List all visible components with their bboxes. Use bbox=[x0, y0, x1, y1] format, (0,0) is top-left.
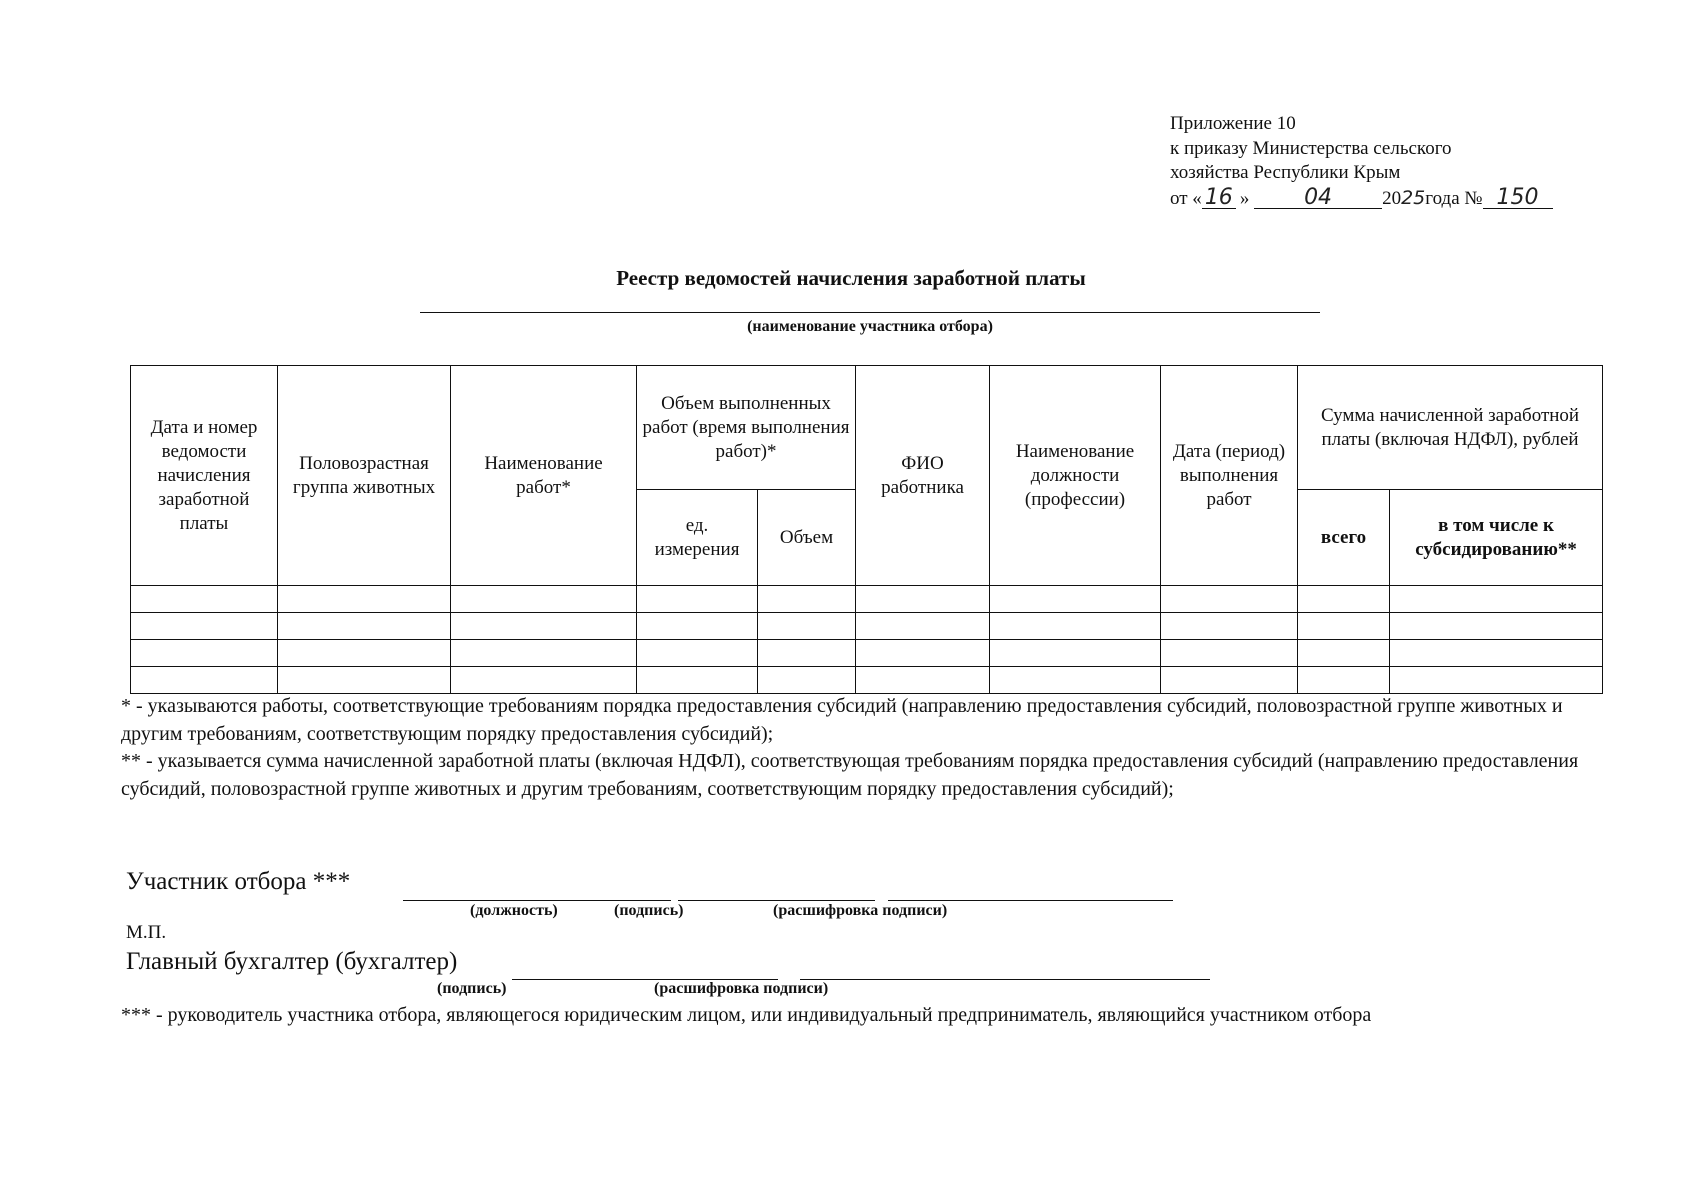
header-date-number: Дата и номер ведомости начисления заработной платы bbox=[131, 366, 278, 586]
table-cell bbox=[278, 586, 451, 613]
table-cell bbox=[451, 586, 637, 613]
table-body bbox=[131, 586, 1603, 694]
table-cell bbox=[856, 613, 990, 640]
table-cell bbox=[278, 667, 451, 694]
table-cell bbox=[451, 667, 637, 694]
table-cell bbox=[1390, 586, 1603, 613]
header-age-group: Половозрастная группа животных bbox=[278, 366, 451, 586]
table-cell bbox=[856, 586, 990, 613]
table-cell bbox=[1298, 667, 1390, 694]
table-cell bbox=[990, 640, 1161, 667]
header-volume-group: Объем выполненных работ (время выполнения работ)* bbox=[637, 366, 856, 490]
table-cell bbox=[856, 667, 990, 694]
caption-decoding-2: (расшифровка подписи) bbox=[654, 980, 829, 997]
caption-decoding: (расшифровка подписи) bbox=[773, 902, 948, 919]
table-cell bbox=[1390, 667, 1603, 694]
header-sum-group: Сумма начисленной заработной платы (включая НДФЛ), рублей bbox=[1298, 366, 1603, 490]
table-cell bbox=[1161, 613, 1298, 640]
note-1: * - указываются работы, соответствующие требованиям порядка предоставления субсидий (направлению предоставления субсидий, половозрастной группе животных и другим требованиям, соответствующим порядку предоставления субсидий); bbox=[121, 695, 1563, 745]
table-cell bbox=[637, 586, 758, 613]
participant-label: Участник отбора *** bbox=[126, 868, 351, 895]
note-2: ** - указывается сумма начисленной заработной платы (включая НДФЛ), соответствующая требованиям порядка предоставления субсидий (направлению предоставления субсидий, половозрастной группе животных и другим требованиям, соответствующим порядку предоставления субсидий); bbox=[121, 750, 1579, 800]
participant-name-line bbox=[420, 312, 1320, 313]
date-sep: » bbox=[1239, 187, 1250, 209]
register-table bbox=[130, 365, 1603, 694]
table-row bbox=[131, 667, 1603, 694]
header-works-name: Наименование работ* bbox=[451, 366, 637, 586]
order-date-line bbox=[1170, 186, 1553, 212]
year-word: года № bbox=[1425, 187, 1483, 209]
header-volume: Объем bbox=[758, 490, 856, 586]
table-row bbox=[131, 613, 1603, 640]
table-cell bbox=[758, 586, 856, 613]
participant-name-caption: (наименование участника отбора) bbox=[747, 318, 993, 335]
header-total: всего bbox=[1298, 490, 1390, 586]
year-suffix: 25 bbox=[1401, 186, 1426, 209]
table-cell bbox=[278, 613, 451, 640]
caption-position: (должность) bbox=[470, 902, 558, 919]
header-position: Наименование должности (профессии) bbox=[990, 366, 1161, 586]
table-cell bbox=[758, 640, 856, 667]
signature-line bbox=[678, 900, 875, 901]
table-cell bbox=[758, 667, 856, 694]
caption-signature: (подпись) bbox=[614, 902, 684, 919]
decoding-line bbox=[888, 900, 1173, 901]
table-cell bbox=[451, 640, 637, 667]
caption-signature-2: (подпись) bbox=[437, 980, 507, 997]
order-day: 16 bbox=[1202, 188, 1236, 209]
table-cell bbox=[637, 613, 758, 640]
order-line-2: хозяйства Республики Крым bbox=[1170, 162, 1401, 183]
table-cell bbox=[1390, 640, 1603, 667]
year-prefix: 20 bbox=[1382, 187, 1402, 209]
table-cell bbox=[131, 640, 278, 667]
table-cell bbox=[990, 586, 1161, 613]
position-line bbox=[403, 900, 671, 901]
table-cell bbox=[131, 586, 278, 613]
header-fio: ФИО работника bbox=[856, 366, 990, 586]
table-cell bbox=[278, 640, 451, 667]
table-cell bbox=[990, 667, 1161, 694]
table-notes bbox=[121, 693, 1601, 803]
table-header-row-1 bbox=[131, 366, 1603, 490]
head-footnote: *** - руководитель участника отбора, являющегося юридическим лицом, или индивидуальный предприниматель, являющийся участником отбора bbox=[121, 1004, 1372, 1026]
table-cell bbox=[1390, 613, 1603, 640]
order-line-1: к приказу Министерства сельского bbox=[1170, 137, 1452, 159]
accountant-decoding-line bbox=[800, 979, 1210, 980]
table-cell bbox=[1161, 640, 1298, 667]
table-cell bbox=[451, 613, 637, 640]
table-row bbox=[131, 586, 1603, 613]
table-cell bbox=[1298, 586, 1390, 613]
table-cell bbox=[1298, 640, 1390, 667]
appendix-number: Приложение 10 bbox=[1170, 113, 1296, 134]
table-cell bbox=[131, 613, 278, 640]
table-cell bbox=[1298, 613, 1390, 640]
table-cell bbox=[131, 667, 278, 694]
table-cell bbox=[758, 613, 856, 640]
table-cell bbox=[856, 640, 990, 667]
header-period: Дата (период) выполнения работ bbox=[1161, 366, 1298, 586]
table-cell bbox=[1161, 667, 1298, 694]
table-cell bbox=[637, 640, 758, 667]
order-month: 04 bbox=[1254, 188, 1382, 209]
table-cell bbox=[1161, 586, 1298, 613]
header-unit: ед. измерения bbox=[637, 490, 758, 586]
table-cell bbox=[637, 667, 758, 694]
table-row bbox=[131, 640, 1603, 667]
stamp-label: М.П. bbox=[126, 922, 167, 943]
appendix-header bbox=[1170, 112, 1553, 211]
date-prefix: от « bbox=[1170, 187, 1202, 209]
order-number: 150 bbox=[1483, 188, 1553, 209]
document-title: Реестр ведомостей начисления заработной платы bbox=[616, 266, 1086, 290]
accountant-label: Главный бухгалтер (бухгалтер) bbox=[126, 948, 458, 975]
header-subsidy: в том числе к субсидированию** bbox=[1390, 490, 1603, 586]
table-cell bbox=[990, 613, 1161, 640]
